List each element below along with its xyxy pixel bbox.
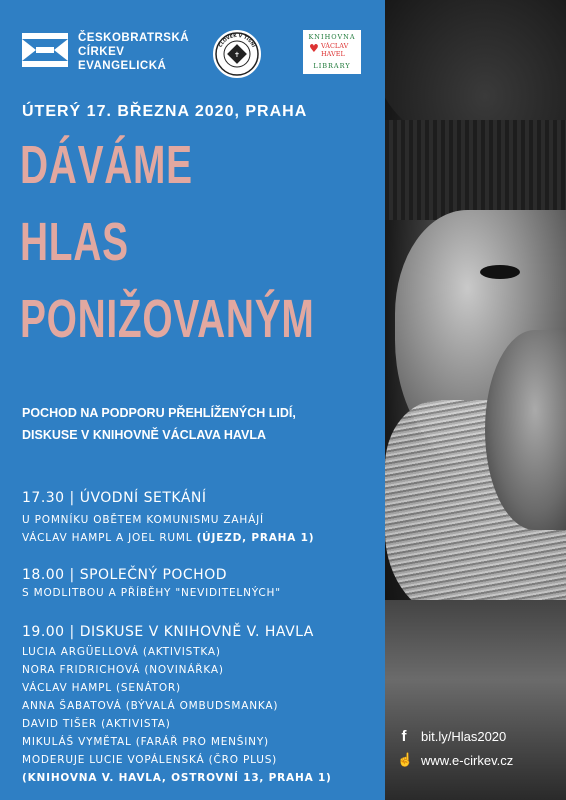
pointer-hand-icon: ☝ bbox=[397, 752, 414, 767]
subtitle bbox=[22, 402, 296, 446]
facebook-link-text[interactable]: bit.ly/Hlas2020 bbox=[421, 729, 507, 744]
panelist: VÁCLAV HAMPL (SENÁTOR) bbox=[22, 682, 181, 694]
program-item-1-speakers: VÁCLAV HAMPL A JOEL RUML bbox=[22, 532, 197, 544]
ece-name-line: EVANGELICKÁ bbox=[78, 60, 167, 72]
program-item-2-line: S MODLITBOU A PŘÍBĚHY "NEVIDITELNÝCH" bbox=[22, 587, 281, 599]
ece-name-line: CÍRKEV bbox=[78, 46, 125, 58]
library-logo-name bbox=[321, 42, 348, 58]
title-line-3: PONIŽOVANÝM bbox=[20, 289, 315, 349]
ece-logo bbox=[22, 33, 68, 67]
photo-knit-hat bbox=[385, 120, 566, 220]
moderator: MODERUJE LUCIE VOPÁLENSKÁ (ČRO PLUS) bbox=[22, 754, 278, 766]
heart-icon: ♥ bbox=[309, 42, 319, 55]
title-line-1: DÁVÁME bbox=[20, 135, 193, 195]
website-link[interactable] bbox=[397, 752, 513, 768]
svg-text:✝: ✝ bbox=[234, 51, 240, 59]
social-links bbox=[385, 720, 566, 800]
library-logo-top: KNIHOVNA bbox=[308, 33, 356, 41]
library-logo-name-1: VÁCLAV bbox=[321, 42, 349, 50]
program-item-2-heading: 18.00 | SPOLEČNÝ POCHOD bbox=[22, 567, 228, 583]
panelist: NORA FRIDRICHOVÁ (NOVINÁŘKA) bbox=[22, 664, 224, 676]
program-item-1-heading: 17.30 | ÚVODNÍ SETKÁNÍ bbox=[22, 490, 207, 506]
cvt-arc-text: ČLOVĚK V TÍSNI bbox=[218, 33, 256, 49]
program-item-3-place: (KNIHOVNA V. HAVLA, OSTROVNÍ 13, PRAHA 1) bbox=[22, 772, 332, 784]
clovek-v-tisni-logo bbox=[213, 30, 261, 78]
event-date: ÚTERÝ 17. BŘEZNA 2020, PRAHA bbox=[22, 103, 308, 120]
facebook-icon: f bbox=[401, 728, 407, 745]
program-item-1-line: U POMNÍKU OBĚTEM KOMUNISMU ZAHÁJÍ bbox=[22, 514, 264, 526]
panelist: DAVID TIŠER (AKTIVISTA) bbox=[22, 718, 171, 730]
library-logo-name-2: HAVEL bbox=[321, 50, 345, 58]
library-logo bbox=[303, 30, 361, 74]
ece-name-line: ČESKOBRATRSKÁ bbox=[78, 32, 190, 44]
panelist: ANNA ŠABATOVÁ (BÝVALÁ OMBUDSMANKA) bbox=[22, 700, 279, 712]
photo-eye bbox=[480, 265, 520, 279]
program-item-1-place: (ÚJEZD, PRAHA 1) bbox=[196, 532, 315, 544]
program-item-3-heading: 19.00 | DISKUSE V KNIHOVNĚ V. HAVLA bbox=[22, 624, 314, 640]
panelist: LUCIA ARGÜELLOVÁ (AKTIVISTKA) bbox=[22, 646, 221, 658]
program-item-1-line-2 bbox=[22, 532, 314, 544]
library-logo-bottom: LIBRARY bbox=[313, 62, 351, 70]
ece-name bbox=[78, 31, 189, 73]
website-link-text[interactable]: www.e-cirkev.cz bbox=[421, 752, 514, 768]
title-line-2: HLAS bbox=[20, 212, 129, 272]
elderly-man-photo bbox=[385, 0, 566, 800]
cvt-emblem-icon bbox=[215, 32, 259, 76]
subtitle-line-1: POCHOD NA PODPORU PŘEHLÍŽENÝCH LIDÍ, bbox=[22, 406, 296, 420]
panelist: MIKULÁŠ VYMĚTAL (FARÁŘ PRO MENŠINY) bbox=[22, 736, 269, 748]
facebook-link[interactable] bbox=[397, 728, 506, 745]
subtitle-line-2: DISKUSE V KNIHOVNĚ VÁCLAVA HAVLA bbox=[22, 428, 267, 442]
